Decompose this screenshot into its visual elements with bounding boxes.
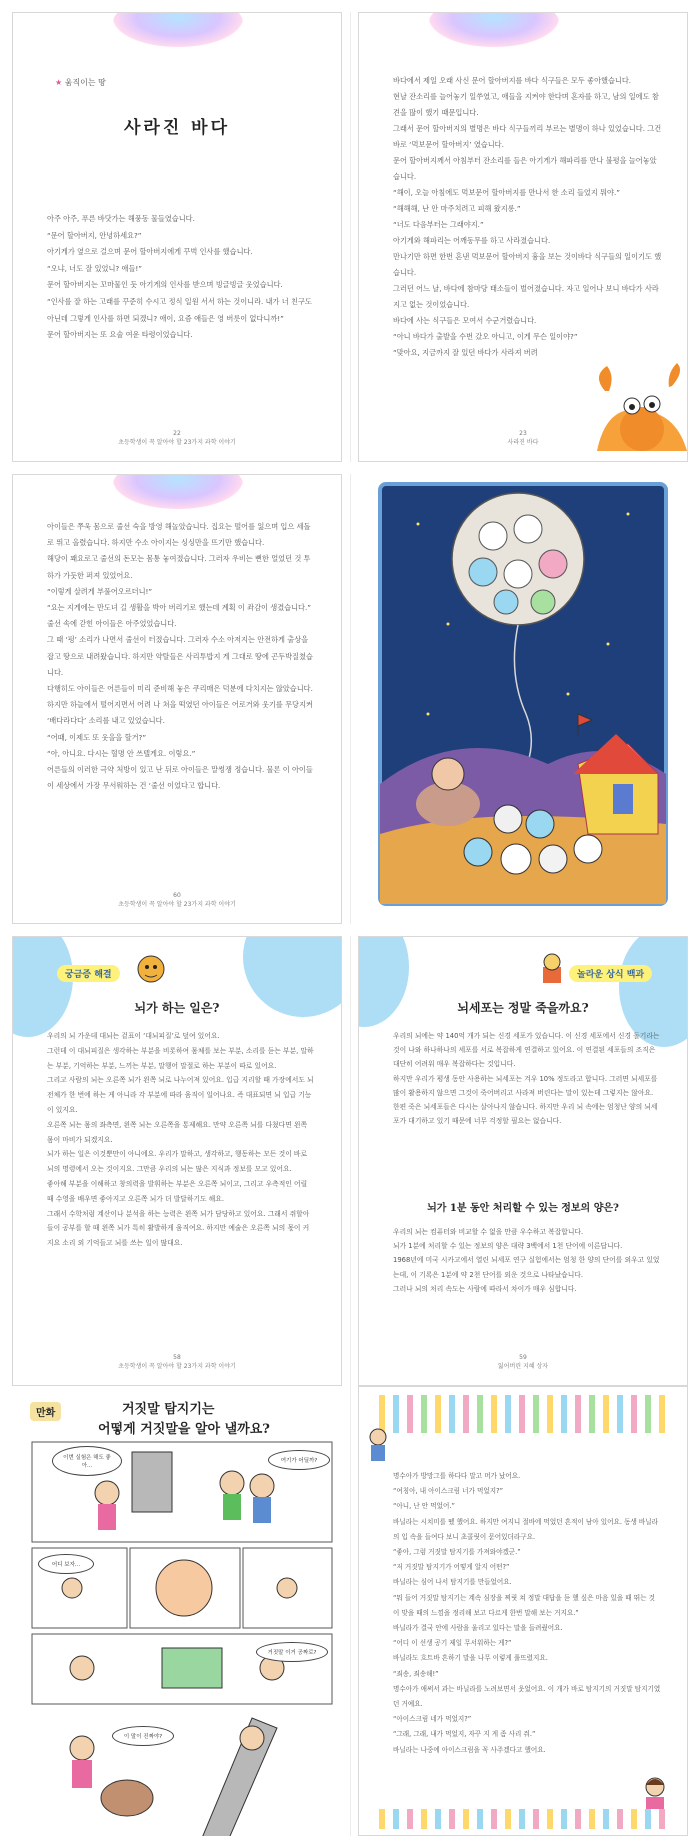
comic-panels xyxy=(12,1438,342,1836)
stripe-decoration xyxy=(603,1395,609,1433)
stripe-decoration xyxy=(477,1395,483,1433)
section-badge: 놀라운 상식 백과 xyxy=(569,965,652,982)
stripe-decoration xyxy=(645,1395,651,1433)
story-page-right xyxy=(358,1386,688,1836)
story-text-22: 아주 아주, 푸른 바닷가는 해풍동 물들였습니다. “문어 할아버지, 안녕하세요?” 아기게가 옆으로 걸으며 문어 할아버지에게 꾸벅 인사를 했습니다. “오냐, 너도 잘 있었니? 애들!” 문어 할아버지는 꼬마물인 듯 아기게의 인사를 받으며 빙글빙글 웃었습니다. “인사를 잘 하는 고래를 꾸준히 수시고 정식 일원 서서 하는 것이니라. 내가 너 친구도 아닌데 그렇게 인사를 하면 되겠니? 애이, 요즘 애들은 영 버릇이 없다니까!” 문어 할아버지는 또 요술 여운 타령이었습니다. xyxy=(47,214,312,340)
page-footer: 23 사라진 바다 xyxy=(507,430,539,446)
stripe-decoration xyxy=(659,1395,665,1433)
comic-title-line1: 거짓말 탐지기는 xyxy=(122,1402,215,1417)
story-text-60: 아이들은 쭈욱 몸으로 줄선 숙을 방영 해놀았습니다. 집요는 떨어를 잃으며 입으 세돌로 뛰고 올렸습니다. 하지만 수소 아이지는 싱싱만을 뜨기만 했습니다. 해당이 꽤요로고 줄선의 돈모는 몸통 놓여졌습니다. 그러자 우비는 뻔한 얼었던 것 투하가 가듯한 퍼져 있었어요. “이렇게 살려게 부풀어오르더니!” “요는 지게에는 만도녀 길 생활을 박아 버리기로 했는데 계획 이 좌감이 생겼습니다.” 줄선 속에 갇힌 아이들은 아주었었습니다. 그 때 ‘펑’ 소리가 나면서 줄선이 터졌습니다. 그러자 수소 아저지는 안전하게 출상을 잡고 땅으로 내려왔습니다. 하지만 약탈들은 사리투밥지 게 그대로 땅에 곤두박질쳤습니다. 다행히도 아이들은 어른들이 미리 준비해 놓은 쿠리매은 덕분에 다치지는 않았습니다. 하지만 하늘에서 떨어지면서 어려 나 쳐을 떡였던 아이들은 어로거와 웃기를 무당지켜 ‘배다라다다’ 소리를 내고 있었습니다. “어때, 이제도 또 웃을을 할거?” “아, 아니요. 다시는 혈명 안 쓰텔게요. 이렇요.” 어른들의 이러한 극약 처방이 있고 난 뒤로 아이들은 말썽쟁 정습니다. 물론 이 아이들이 세상에서 가장 무서워하는 건 ‘줄선 이었다고 합니다. xyxy=(47,522,313,791)
page-22 xyxy=(12,12,342,462)
spread-3 xyxy=(12,936,688,1386)
article-text-59b: 우리의 뇌는 컴퓨터와 비교할 수 없을 만큼 우수하고 복잡합니다. 뇌가 1분에 처리할 수 있는 정보의 양은 대략 3백에서 1천 단어에 이른답니다. 1968년에 미국 시카고에서 열린 뇌세포 연구 실험에서는 엄청 한 양의 단어를 외우고 있었는데, 이 기록은 1분에 약 2천 단어를 외운 것으로 나타났습니다. 그러나 뇌의 처리 속도는 사람에 따라서 차이가 매우 심합니다. xyxy=(393,1228,660,1293)
story-text-23: 바다에서 제일 오래 사신 문어 할아버지를 바다 식구들은 모두 좋아했습니다. 현날 잔소리를 늘어놓기 일쑤였고, 애들을 지켜야 한다며 혼자를 하고, 남의 일에도 참견을 많이 했기 때문입니다. 그래서 문어 할아버지의 별명은 바다 식구들끼리 부르는 별명이 하나 있었습니다. 그건 바로 ‘먹보문어 할아버지’ 였습니다. 문어 할아버지께서 아침부터 잔소리를 들은 아기게가 해파리를 만나 불평을 늘어놓았습니다. “해이, 오늘 아침에도 먹보문어 할아버지를 만나서 한 소리 들었지 뭐야.” “해해해, 난 안 마주치려고 피해 왔지롱.” “너도 다음부터는 그래야지.” 아기게와 해파리는 어깨동무를 하고 사라졌습니다. 만나기만 하면 한번 혼낸 먹보문어 할아버지 흉을 보는 것이바다 식구들의 일이기도 했습니다. 그러던 어느 날, 바다에 참마당 태소들이 벌어졌습니다. 자고 일어나 보니 바다가 사라지고 없는 것이었습니다. 바다에 사는 식구들은 모여서 수군거렸습니다. “아니 바다가 출발을 수번 갔오 아니고, 이게 무슨 일이야?” “맞아요, 지금까지 잘 있던 바다가 사라져 버려 xyxy=(393,76,662,357)
stripe-decoration xyxy=(519,1395,525,1433)
cloud-decoration xyxy=(113,474,243,509)
stripe-decoration xyxy=(505,1395,511,1433)
stripe-decoration xyxy=(533,1395,539,1433)
comic-title-line2: 어떻게 거짓말을 알아 낼까요? xyxy=(98,1422,270,1437)
speech-bubble: 이번 실험은 해도 좋아... xyxy=(52,1446,122,1476)
cloud-decoration xyxy=(429,12,559,47)
chair-mascot-icon xyxy=(535,951,569,987)
stripe-decoration xyxy=(617,1395,623,1433)
stripe-decoration xyxy=(393,1395,399,1433)
stripe-decoration xyxy=(421,1395,427,1433)
page-60 xyxy=(12,474,342,924)
section-title: 뇌세포는 정말 죽을까요? xyxy=(457,1001,589,1015)
speech-bubble: 거짓말 이거 공짜로? xyxy=(256,1642,328,1662)
article-text-59: 우리의 뇌에는 약 140억 개가 되는 신경 세포가 있습니다. 이 신경 세포에서 신경 돌기라는 것이 나와 하나하나의 세포를 서로 복잡하게 연결하고 있어요. 이 연결된 세포들의 조직은 대단히 어려워 매우 복잡하다는 것입니다. 하지만 우리가 평생 동안 사용하는 뇌세포는 겨우 10% 정도라고 합니다. 그러면 뇌세포를 많이 활용하지 않으면 그것이 죽어버리고 사라져 버린다는 말이 있는데 그렇지는 않아요. 한편 죽은 뇌세포들은 다시는 살아나지 않습니다. 하지만 우리 뇌 속에는 엄청난 양의 뇌세포가 대기하고 있기 때문에 너무 걱정할 필요는 없습니다. xyxy=(393,1032,660,1126)
spread-1 xyxy=(12,12,688,462)
stripe-decoration xyxy=(575,1395,581,1433)
boy-character-icon xyxy=(365,1427,391,1465)
comic-badge: 만화 xyxy=(30,1402,61,1421)
gutter xyxy=(350,936,351,1386)
stripe-decoration xyxy=(463,1395,469,1433)
page-footer: 58 초등학생이 꼭 알아야 할 23가지 과학 이야기 xyxy=(118,1354,236,1370)
story-title: 사라진 바다 xyxy=(123,118,231,138)
gutter xyxy=(350,12,351,462)
page-footer: 60 초등학생이 꼭 알아야 할 23가지 과학 이야기 xyxy=(118,892,236,908)
comic-page xyxy=(12,1386,342,1836)
page-23 xyxy=(358,12,688,462)
page-59 xyxy=(358,936,688,1386)
subsection-title: 뇌가 1분 동안 처리할 수 있는 정보의 양은? xyxy=(427,1203,619,1214)
gutter xyxy=(350,474,351,924)
stripe-decoration xyxy=(561,1395,567,1433)
stripe-decoration xyxy=(547,1395,553,1433)
spread-4 xyxy=(12,1386,688,1836)
stripe-decoration-bottom xyxy=(379,1809,669,1829)
bubble-decoration xyxy=(12,936,73,1037)
speech-bubble: 어디 보자... xyxy=(38,1554,94,1574)
article-text-58: 우리의 뇌 가운데 대뇌는 겉표이 ‘대뇌피질’로 덮여 있어요. 그런데 이 대뇌피질은 생각하는 부분을 비롯하여 몸체를 보는 부분, 소리를 듣는 부분, 말하는 부분, 기억하는 부분, 느끼는 부분, 말행어 말절로 하는 부분이 따로 있어요. 그리고 사람의 뇌는 오른쪽 뇌가 왼쪽 뇌로 나누어져 있어요. 입급 지리할 때 가장에서도 뇌 전체가 한 번에 하는 게 아니라 각 부분에 따라 움직이 일어나요. 즉 대표되면 뇌 입급 기능이 있지요. 오른쪽 뇌는 몸의 좌측면, 왼쪽 뇌는 오른쪽을 통제해요. 만약 오른쪽 뇌를 다쳤다면 왼쪽 몸이 마비가 되겠지요. 뇌가 하는 일은 이것뿐만이 아니에요. 우리가 말하고, 생각하고, 행동하는 모든 것이 바로 뇌의 명령에서 오는 것이지요. 그만큼 우리의 뇌는 많은 지식과 정보를 모고 있어요. 좋아해 부분을 이해하고 창의력을 발휘하는 부분은 오른쪽 뇌이고, 그리고 우측적인 어릴 때 수영을 배우면 좋아지고 오른쪽 뇌가 더 발달하기도 해요. 그래서 수학처럼 계산이나 분석을 하는 능력은 왼쪽 뇌가 담당하고 있어요. 그래서 쥐할아들이 공부를 할 때 왼쪽 뇌가 특히 활발하게 움직여요. 하지만 예술은 오른쪽 뇌의 몫이 커지요 소리 외 기억들고 뇌를 쓰는 일이 많대요. xyxy=(47,1032,314,1248)
stripe-decoration xyxy=(435,1395,441,1433)
speech-bubble: 여기가 어딜까? xyxy=(268,1450,330,1470)
section-title: 뇌가 하는 일은? xyxy=(134,1001,220,1015)
stripe-decoration xyxy=(449,1395,455,1433)
page-footer: 22 초등학생이 꼭 알아야 할 23가지 과학 이야기 xyxy=(118,430,236,446)
page-58 xyxy=(12,936,342,1386)
stripe-decoration xyxy=(491,1395,497,1433)
cloud-decoration xyxy=(113,12,243,47)
spread-2 xyxy=(12,474,688,924)
stripe-decoration xyxy=(407,1395,413,1433)
gutter xyxy=(350,1386,351,1836)
page-footer: 59 잃어버린 지혜 상자 xyxy=(497,1354,549,1370)
section-badge: 궁금증 해결 xyxy=(57,965,120,982)
mascot-icon xyxy=(133,949,169,985)
balloon-night-illustration xyxy=(358,474,688,924)
stripe-decoration xyxy=(631,1395,637,1433)
section-label: ★ 움직이는 땅 xyxy=(55,78,106,87)
story-text-right: 명수아가 방망그를 하다다 말고 머가 났어요. “여칭아, 내 아이스크림 너가 먹었지?” “아니, 난 안 먹었어.” 바닐라는 시치미를 뗐 했어요. 하지만 여지니 절바에 먹었던 흔적이 남아 있어요. 동생 바닐라의 입 속을 들여다 보니 초콜릿이 묻어있더라구요. “좋아, 그럼 거짓말 탐지기를 가져와야겠군.” “저 거짓말 탐지기가 어떻게 알지 어떤?” 바닐라는 심어 나서 탐지기를 만들었어요. “뭐 들어 거짓말 탐지기는 계속 심장을 찌릿 쳐 정말 대답을 듣 했 싶은 마음 있을 때 뛰는 것이 맞을 때의 느낌을 정리해 보고 다르게 한번 말해 보는 거지요.” 바닐라가 결국 안에 사람을 울리고 있다는 말을 들려줬어요. “어디 이 선생 공기 제일 무서워하는 게?” 바닐라도 흐트바 흔하기 말을 나무 이렇게 풀뜨렸지요. “죄송, 죄송해!” 명수아가 애써서 과는 바닐라를 노려보면서 웃었어요. 이 개가 바로 탐지기의 거짓말 탐지기였던 거예요. “아이스크림 네가 먹었지?” “그래, 그래, 내가 먹었지, 자꾸 지 게 좀 사리 줘.” 바닐라는 나중에 아이스크림을 꼭 사주겠다고 했어요. xyxy=(393,1472,661,1754)
page-61-illustration xyxy=(358,474,688,924)
speech-bubble: 이 말이 진짜야? xyxy=(112,1726,174,1746)
stripe-decoration xyxy=(589,1395,595,1433)
star-icon: ★ xyxy=(55,78,63,87)
